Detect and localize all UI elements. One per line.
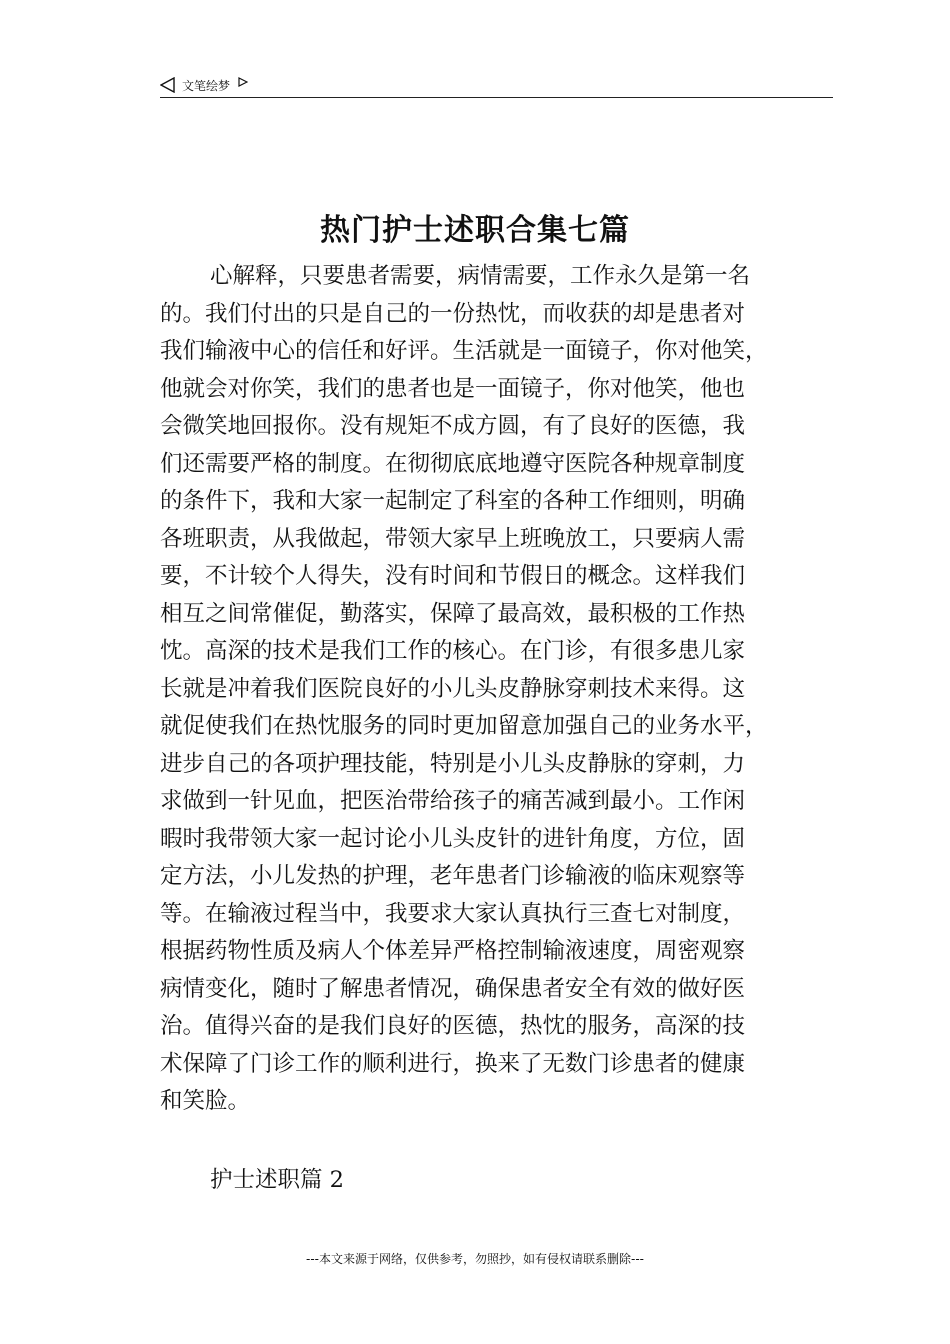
body-line: 各班职责，从我做起，带领大家早上班晚放工，只要病人需 [160, 525, 746, 552]
body-line: 我们输液中心的信任和好评。生活就是一面镜子，你对他笑， [160, 338, 768, 364]
body-line: 的条件下，我和大家一起制定了科室的各种工作细则，明确 [160, 488, 746, 514]
footer-disclaimer: ---本文来源于网络，仅供参考，勿照抄，如有侵权请联系删除--- [306, 1252, 644, 1266]
page-header [160, 74, 833, 96]
body-line: 要，不计较个人得失，没有时间和节假日的概念。这样我们 [160, 563, 746, 589]
body-line: 进步自己的各项护理技能，特别是小儿头皮静脉的穿刺，力 [160, 750, 746, 777]
body-line: 的。我们付出的只是自己的一份热忱，而收获的却是患者对 [160, 300, 746, 327]
body-line: 们还需要严格的制度。在彻彻底底地遵守医院各种规章制度 [160, 450, 746, 477]
body-line: 病情变化，随时了解患者情况，确保患者安全有效的做好医 [160, 975, 746, 1002]
body-line: 相互之间常催促，勤落实，保障了最高效，最积极的工作热 [160, 600, 746, 627]
body-line: 就促使我们在热忱服务的同时更加留意加强自己的业务水平， [160, 713, 768, 739]
body-line: 心解释，只要患者需要，病情需要，工作永久是第一名 [210, 263, 751, 289]
header-divider [160, 97, 833, 98]
body-line: 长就是冲着我们医院良好的小儿头皮静脉穿刺技术来得。这 [160, 675, 746, 702]
header-site-name: 文笔绘梦 [182, 78, 231, 93]
body-line: 定方法，小儿发热的护理，老年患者门诊输液的临床观察等 [160, 863, 746, 889]
triangle-right-icon [238, 77, 248, 87]
document-title: 热门护士述职合集七篇 [320, 213, 630, 248]
body-line: 治。值得兴奋的是我们良好的医德，热忱的服务，高深的技 [160, 1013, 746, 1039]
body-line: 会微笑地回报你。没有规矩不成方圆，有了良好的医德，我 [160, 413, 746, 439]
body-text [160, 258, 840, 1121]
body-line: 根据药物性质及病人个体差异严格控制输液速度，周密观察 [160, 938, 746, 964]
body-line: 暇时我带领大家一起讨论小儿头皮针的进针角度，方位，固 [160, 825, 746, 852]
body-line: 等。在输液过程当中，我要求大家认真执行三查七对制度， [160, 900, 746, 927]
body-line: 求做到一针见血，把医治带给孩子的痛苦减到最小。工作闲 [160, 788, 746, 814]
body-line: 忱。高深的技术是我们工作的核心。在门诊，有很多患儿家 [160, 638, 746, 664]
body-line: 术保障了门诊工作的顺利进行，换来了无数门诊患者的健康 [160, 1050, 746, 1077]
body-line: 和笑脸。 [160, 1088, 251, 1114]
section-heading: 护士述职篇 2 [210, 1167, 344, 1193]
body-line: 他就会对你笑，我们的患者也是一面镜子，你对他笑，他也 [160, 375, 746, 402]
triangle-left-icon [160, 77, 176, 93]
